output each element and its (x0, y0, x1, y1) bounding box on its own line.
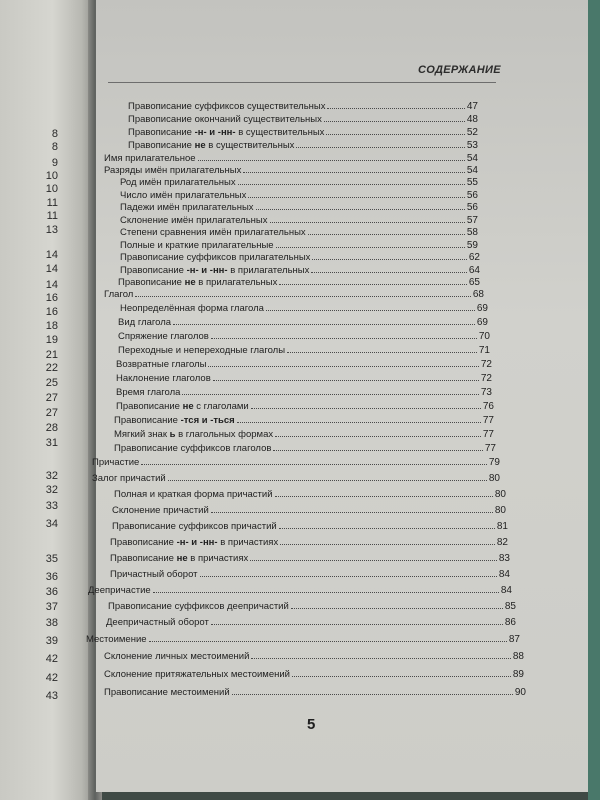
toc-entry-text: Правописание суффиксов глаголов (114, 443, 272, 454)
toc-entry-text: Глагол (104, 289, 134, 300)
dot-leader (208, 366, 478, 367)
toc-entry-page: 54 (466, 165, 478, 176)
toc-entry-text: в прилагательных (195, 277, 278, 288)
header-rule (108, 82, 496, 83)
dot-leader (232, 694, 513, 695)
left-page-number: 8 (51, 128, 58, 140)
toc-entry-text: Залог причастий (92, 473, 166, 484)
toc-entry (88, 582, 512, 596)
toc-entry (112, 518, 508, 532)
toc-entry-page: 68 (472, 289, 484, 300)
toc-entry-page: 73 (480, 387, 492, 398)
dot-leader (270, 222, 465, 223)
toc-entry-page: 82 (496, 537, 508, 548)
toc-entry-title (108, 601, 289, 612)
dot-leader (275, 496, 493, 497)
toc-entry-title (104, 669, 290, 680)
dot-leader (182, 394, 478, 395)
page-number: 5 (307, 716, 316, 733)
left-page-number: 10 (45, 170, 58, 182)
toc-entry-title (104, 289, 133, 300)
toc-entry (104, 684, 526, 698)
toc-entry-text: в причастиях (217, 537, 279, 548)
toc-entry (104, 286, 484, 300)
toc-entry-bold: не (182, 401, 194, 412)
toc-entry (116, 384, 492, 398)
toc-entry-text: Правописание окончаний существительных (128, 114, 322, 125)
toc-entry-text: Число имён прилагательных (120, 190, 247, 201)
toc-entry-text: Причастие (92, 457, 140, 468)
toc-entry-text: в существительных (205, 140, 295, 151)
toc-entry-page: 87 (508, 634, 520, 645)
toc-entry (106, 614, 516, 628)
toc-entry-text: Род имён прилагательных (120, 177, 236, 188)
left-page-number: 35 (45, 553, 58, 565)
dot-leader (287, 352, 477, 353)
toc-entry-text: Правописание (114, 415, 181, 426)
toc-entry-page: 69 (476, 303, 488, 314)
left-page-number: 25 (45, 377, 58, 389)
toc-entry-title (116, 401, 249, 412)
toc-entry (110, 534, 508, 548)
toc-entry (110, 566, 510, 580)
left-page-number: 27 (45, 392, 58, 404)
dot-leader (279, 284, 467, 285)
toc-entry (114, 486, 506, 500)
dot-leader (250, 560, 497, 561)
left-page-number: 11 (46, 210, 58, 222)
toc-entry-text: Возвратные глаголы (116, 359, 207, 370)
toc-entry-title (104, 651, 249, 662)
left-page-numbers (0, 0, 96, 800)
dot-leader (327, 108, 464, 109)
left-page-number: 37 (45, 601, 58, 613)
toc-entry (108, 598, 516, 612)
left-page-number: 32 (45, 484, 58, 496)
toc-entry-text: Правописание (110, 537, 177, 548)
toc-entry-title (118, 331, 209, 342)
toc-entry-bold: -н- и -нн- (186, 265, 228, 276)
toc-entry (114, 426, 494, 440)
toc-entry-page: 54 (466, 153, 478, 164)
toc-entry-page: 53 (466, 140, 478, 151)
toc-entry-title (116, 359, 206, 370)
toc-entry-text: Склонение имён прилагательных (120, 215, 268, 226)
dot-leader (211, 338, 477, 339)
toc-entry-text: с глаголами (193, 401, 249, 412)
left-page-number: 36 (45, 571, 58, 583)
toc-entry (128, 124, 478, 138)
toc-entry-text: Причастный оборот (110, 569, 198, 580)
toc-entry-page: 77 (484, 443, 496, 454)
dot-leader (273, 450, 482, 451)
toc-entry-page: 70 (478, 331, 490, 342)
toc-entry-page: 88 (512, 651, 524, 662)
toc-entry-page: 72 (480, 359, 492, 370)
toc-entry-title (118, 345, 285, 356)
toc-entry (104, 648, 524, 662)
dot-leader (279, 528, 495, 529)
toc-entry-text: Правописание (128, 127, 195, 138)
dot-leader (275, 436, 481, 437)
toc-entry-title (110, 553, 248, 564)
toc-entry-page: 47 (466, 101, 478, 112)
dot-leader (256, 209, 465, 210)
dot-leader (296, 147, 464, 148)
left-page-number: 33 (45, 500, 58, 512)
toc-entry-page: 84 (500, 585, 512, 596)
dot-leader (200, 576, 497, 577)
toc-entry-bold: -н- и -нн- (194, 127, 236, 138)
toc-entry (114, 412, 494, 426)
toc-entry-page: 83 (498, 553, 510, 564)
toc-entry-bold: не (184, 277, 196, 288)
toc-entry-page: 56 (466, 190, 478, 201)
toc-entry (128, 98, 478, 112)
dot-leader (211, 624, 503, 625)
toc-entry-text: Падежи имён прилагательных (120, 202, 254, 213)
left-page-number: 42 (45, 653, 58, 665)
toc-entry-page: 79 (488, 457, 500, 468)
left-page-number: 21 (45, 349, 58, 361)
toc-entry-title (110, 537, 278, 548)
toc-entry-text: Правописание (120, 265, 187, 276)
toc-entry-text: Полные и краткие прилагательные (120, 240, 274, 251)
toc-entry (120, 199, 478, 213)
toc-entry (86, 631, 520, 645)
toc-entry-text: в прилагательных (227, 265, 310, 276)
toc-entry (110, 550, 510, 564)
left-page-number: 14 (45, 249, 58, 261)
toc-entry-text: Вид глагола (118, 317, 172, 328)
dot-leader (149, 641, 507, 642)
toc-entry-title (88, 585, 151, 596)
toc-entry-page: 71 (478, 345, 490, 356)
dot-leader (213, 380, 479, 381)
toc-entry (116, 356, 492, 370)
toc-entry-page: 52 (466, 127, 478, 138)
left-page-number: 10 (45, 183, 58, 195)
dot-leader (251, 658, 510, 659)
toc-entry-bold: -н- и -нн- (176, 537, 218, 548)
toc-entry-title (92, 473, 166, 484)
left-page-number: 39 (45, 635, 58, 647)
toc-entry-text: в причастиях (187, 553, 249, 564)
toc-entry-text: Время глагола (116, 387, 181, 398)
toc-entry-page: 90 (514, 687, 526, 698)
toc-entry-text: Правописание суффиксов деепричастий (108, 601, 289, 612)
toc-entry-title (106, 617, 209, 628)
toc-entry-title (118, 317, 171, 328)
toc-entry (104, 666, 524, 680)
toc-entry-text: Спряжение глаголов (118, 331, 209, 342)
toc-entry-page: 62 (468, 252, 480, 263)
dot-leader (311, 272, 467, 273)
toc-entry (118, 342, 490, 356)
toc-entry-text: Правописание местоимений (104, 687, 230, 698)
dot-leader (251, 408, 481, 409)
toc-entry-page: 72 (480, 373, 492, 384)
toc-entry-bold: не (194, 140, 206, 151)
dot-leader (198, 160, 465, 161)
left-page-number: 19 (45, 334, 58, 346)
toc-entry-page: 69 (476, 317, 488, 328)
toc-entry-page: 55 (466, 177, 478, 188)
dot-leader (291, 608, 503, 609)
toc-entry-title (116, 373, 211, 384)
left-page-number: 36 (45, 586, 58, 598)
book-cover-edge (588, 0, 600, 800)
toc-entry-text: Неопределённая форма глагола (120, 303, 264, 314)
left-page-number: 14 (45, 279, 58, 291)
toc-entry-text: Склонение причастий (112, 505, 209, 516)
toc-entry (92, 470, 500, 484)
toc-entry-text: Правописание суффиксов существительных (128, 101, 326, 112)
toc-entry (120, 249, 480, 263)
toc-entry-page: 58 (466, 227, 478, 238)
toc-entry-bold: не (176, 553, 188, 564)
toc-entry-page: 48 (466, 114, 478, 125)
toc-entry-page: 77 (482, 415, 494, 426)
toc-entry-text: Разряды имён прилагательных (104, 165, 242, 176)
toc-entry-text: в глагольных формах (175, 429, 274, 440)
dot-leader (292, 676, 511, 677)
dot-leader (211, 512, 493, 513)
left-page-number: 16 (45, 306, 58, 318)
left-page-number: 27 (45, 407, 58, 419)
toc-entry-bold: ь (169, 429, 176, 440)
toc-entry-title (120, 303, 264, 314)
toc-entry (116, 370, 492, 384)
toc-entry (118, 328, 490, 342)
toc-entry-text: Переходные и непереходные глаголы (118, 345, 286, 356)
toc-entry-text: Склонение притяжательных местоимений (104, 669, 290, 680)
toc-entry (120, 300, 488, 314)
toc-entry-page: 65 (468, 277, 480, 288)
left-page-number: 34 (45, 518, 58, 530)
left-page-number: 43 (45, 690, 58, 702)
toc-entry (120, 224, 478, 238)
toc-entry (114, 440, 496, 454)
toc-entry-page: 85 (504, 601, 516, 612)
left-page-number: 9 (51, 157, 58, 169)
toc-entry-bold: -тся и -ться (180, 415, 235, 426)
left-page-number: 32 (45, 470, 58, 482)
toc-entry-text: Правописание (118, 277, 185, 288)
dot-leader (238, 184, 465, 185)
toc-entry-title (104, 687, 230, 698)
toc-entry-text: в существительных (235, 127, 325, 138)
toc-entry-page: 57 (466, 215, 478, 226)
dot-leader (243, 172, 465, 173)
toc-entry-title (114, 429, 273, 440)
toc-entry (116, 398, 494, 412)
dot-leader (153, 592, 499, 593)
left-page-number: 38 (45, 617, 58, 629)
toc-entry-page: 80 (494, 505, 506, 516)
toc-entry-page: 80 (488, 473, 500, 484)
toc-entry-text: Деепричастие (88, 585, 151, 596)
toc-entry-page: 76 (482, 401, 494, 412)
left-page-number: 11 (46, 197, 58, 209)
toc-entry-text: Правописание (110, 553, 177, 564)
toc-entry-title (116, 387, 180, 398)
toc-entry-text: Деепричастный оборот (106, 617, 209, 628)
toc-entry (120, 174, 478, 188)
toc-entry (112, 502, 506, 516)
dot-leader (237, 422, 481, 423)
toc-entry-title (86, 634, 147, 645)
left-page-number: 16 (45, 292, 58, 304)
left-page-number: 28 (45, 422, 58, 434)
left-page-number: 8 (51, 141, 58, 153)
toc-entry-page: 86 (504, 617, 516, 628)
toc-entry-page: 89 (512, 669, 524, 680)
section-title: СОДЕРЖАНИЕ (418, 64, 501, 76)
toc-entry (128, 111, 478, 125)
toc-entry-title (114, 489, 273, 500)
toc-entry-text: Правописание (116, 401, 183, 412)
toc-entry-page: 77 (482, 429, 494, 440)
dot-leader (266, 310, 475, 311)
toc-entry-text: Степени сравнения имён прилагательных (120, 227, 306, 238)
toc-entry-text: Правописание суффиксов причастий (112, 521, 277, 532)
toc-entry (128, 137, 478, 151)
toc-entry-text: Правописание суффиксов прилагательных (120, 252, 311, 263)
toc-entry-text: Мягкий знак (114, 429, 170, 440)
dot-leader (141, 464, 487, 465)
dot-leader (276, 247, 465, 248)
dot-leader (326, 134, 464, 135)
toc-entry-page: 84 (498, 569, 510, 580)
left-page-number: 14 (45, 263, 58, 275)
toc-entry-text: Местоимение (86, 634, 147, 645)
toc-entry-title (112, 505, 209, 516)
toc-entry-text: Имя прилагательное (104, 153, 196, 164)
left-page-number: 42 (45, 672, 58, 684)
dot-leader (135, 296, 471, 297)
toc-entry-page: 56 (466, 202, 478, 213)
toc-entry-title (110, 569, 198, 580)
toc-entry-page: 81 (496, 521, 508, 532)
dot-leader (168, 480, 487, 481)
toc-entry-title (114, 415, 235, 426)
toc-entry-text: Правописание (128, 140, 195, 151)
toc-entry-page: 59 (466, 240, 478, 251)
left-page-number: 22 (45, 362, 58, 374)
toc-entry-text: Склонение личных местоимений (104, 651, 250, 662)
dot-leader (248, 197, 464, 198)
toc-entry-page: 80 (494, 489, 506, 500)
toc-entry-title (112, 521, 277, 532)
left-page-number: 31 (45, 437, 58, 449)
left-page-number: 18 (45, 320, 58, 332)
toc-entry-text: Наклонение глаголов (116, 373, 211, 384)
left-page-number: 13 (45, 224, 58, 236)
toc-entry (118, 314, 488, 328)
toc-entry-title (114, 443, 271, 454)
dot-leader (280, 544, 495, 545)
dot-leader (324, 121, 465, 122)
toc-entry (92, 454, 500, 468)
dot-leader (308, 234, 465, 235)
toc-entry-page: 64 (468, 265, 480, 276)
toc-entry-title (92, 457, 139, 468)
toc-entry-text: Полная и краткая форма причастий (114, 489, 273, 500)
dot-leader (312, 259, 466, 260)
dot-leader (173, 324, 475, 325)
